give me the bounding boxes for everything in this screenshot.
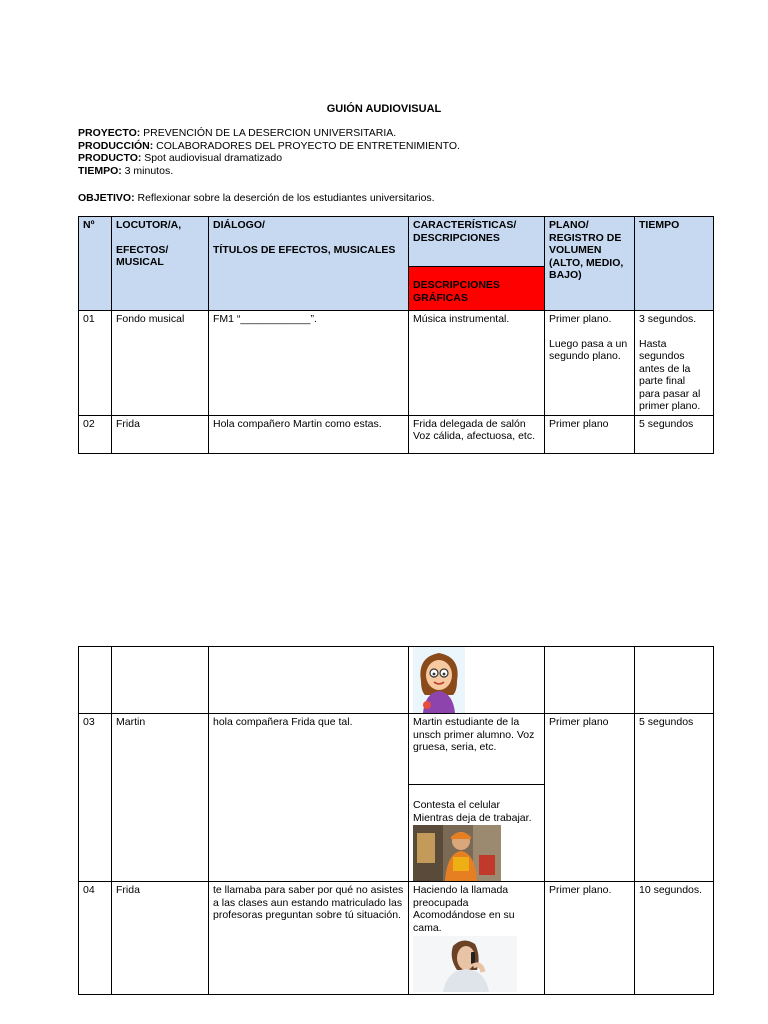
row-locutor: Frida: [112, 882, 209, 995]
table-row: [79, 882, 714, 995]
tiempo-label: TIEMPO:: [78, 164, 122, 177]
row-tiempo-1: 3 segundos.: [639, 313, 697, 325]
row-number-empty: [79, 647, 112, 714]
row-tiempo: 5 segundos: [635, 415, 714, 453]
row-tiempo-empty: [635, 647, 714, 714]
row-number: 04: [79, 882, 112, 995]
produccion-label: PRODUCCIÓN:: [78, 139, 154, 152]
row-plano-1: Primer plano.: [549, 313, 612, 325]
objetivo-value: Reflexionar sobre la deserción de los estudiantes universitarios.: [134, 192, 435, 204]
row-locutor: Fondo musical: [112, 311, 209, 416]
table-row: [79, 311, 714, 416]
row-plano: Primer plano: [545, 714, 635, 882]
header-dialogo-label: DIÁLOGO/: [213, 219, 265, 231]
row-descripcion: Música instrumental.: [409, 311, 545, 416]
row-dialogo: Hola compañero Martin como estas.: [209, 415, 409, 453]
row-plano: Primer plano: [545, 415, 635, 453]
header-plano: PLANO/ REGISTRO DE VOLUMEN (ALTO, MEDIO, BAJO): [545, 217, 635, 311]
row-descripcion-1: Martin estudiante de la unsch primer alumno. Voz gruesa, seria, etc.: [409, 714, 544, 785]
row-number: 03: [79, 714, 112, 882]
row-dialogo: te llamaba para saber por qué no asistes a las clases aun estando matriculado las profesoras preguntan sobre tú situación.: [209, 882, 409, 995]
header-n: Nº: [79, 217, 112, 311]
row-locutor-empty: [112, 647, 209, 714]
table-row: [79, 714, 714, 882]
row-descripcion-text: Haciendo la llamada preocupada Acomodándose en su cama.: [413, 884, 515, 934]
script-table-page-1: [78, 216, 714, 454]
row-descripcion-2-text: Contesta el celular Mientras deja de trabajar.: [413, 799, 532, 824]
header-titulos-label: TÍTULOS DE EFECTOS, MUSICALES: [213, 243, 396, 256]
tiempo-value: 3 minutos.: [121, 164, 174, 177]
header-tiempo: TIEMPO: [635, 217, 714, 311]
table-row: [79, 647, 714, 714]
row-plano: Primer plano.: [545, 882, 635, 995]
header-locutor-label: LOCUTOR/A,: [116, 219, 182, 231]
frida-cartoon-image: [413, 647, 465, 713]
objetivo: [78, 192, 435, 204]
row-dialogo: hola compañera Frida que tal.: [209, 714, 409, 882]
row-descripcion-2: [409, 785, 544, 881]
row-descripcion-image: [409, 647, 545, 714]
row-tiempo: 10 segundos.: [635, 882, 714, 995]
row-descripcion: [409, 882, 545, 995]
row-tiempo-2: Hasta segundos antes de la parte final para pasar al primer plano.: [639, 337, 701, 412]
row-descripcion: Frida delegada de salón Voz cálida, afectuosa, etc.: [409, 415, 545, 453]
proyecto-label: PROYECTO:: [78, 127, 141, 139]
header-efectos-label: EFECTOS/ MUSICAL: [116, 243, 169, 268]
project-meta: [78, 127, 460, 177]
script-table-page-2: [78, 646, 714, 995]
row-plano-2: Luego pasa a un segundo plano.: [549, 337, 628, 362]
header-descripciones-graficas-label: DESCRIPCIONES GRÁFICAS: [413, 279, 500, 304]
proyecto-value: PREVENCIÓN DE LA DESERCION UNIVERSITARIA.: [140, 127, 397, 139]
producto-label: PRODUCTO:: [78, 152, 142, 164]
header-caracteristicas: CARACTERÍSTICAS/ DESCRIPCIONES: [409, 217, 545, 267]
row-locutor: Frida: [112, 415, 209, 453]
row-plano-empty: [545, 647, 635, 714]
document-title: GUIÓN AUDIOVISUAL: [326, 103, 442, 115]
row-number: 02: [79, 415, 112, 453]
row-dialogo: FM1 “____________”.: [209, 311, 409, 416]
row-descripcion: [409, 714, 545, 882]
table-row: [79, 415, 714, 453]
produccion-value: COLABORADORES DEL PROYECTO DE ENTRETENIMIENTO.: [153, 139, 460, 152]
row-locutor: Martin: [112, 714, 209, 882]
objetivo-label: OBJETIVO:: [78, 192, 135, 204]
worker-photo: [413, 825, 501, 881]
row-tiempo: 5 segundos: [635, 714, 714, 882]
row-number: 01: [79, 311, 112, 416]
header-descripciones-graficas: [409, 267, 545, 311]
header-row: [79, 217, 714, 267]
row-tiempo: [635, 311, 714, 416]
woman-phone-photo: [413, 936, 517, 992]
row-plano: [545, 311, 635, 416]
row-dialogo-empty: [209, 647, 409, 714]
producto-value: Spot audiovisual dramatizado: [141, 152, 283, 164]
header-locutor: [112, 217, 209, 311]
header-dialogo: [209, 217, 409, 311]
